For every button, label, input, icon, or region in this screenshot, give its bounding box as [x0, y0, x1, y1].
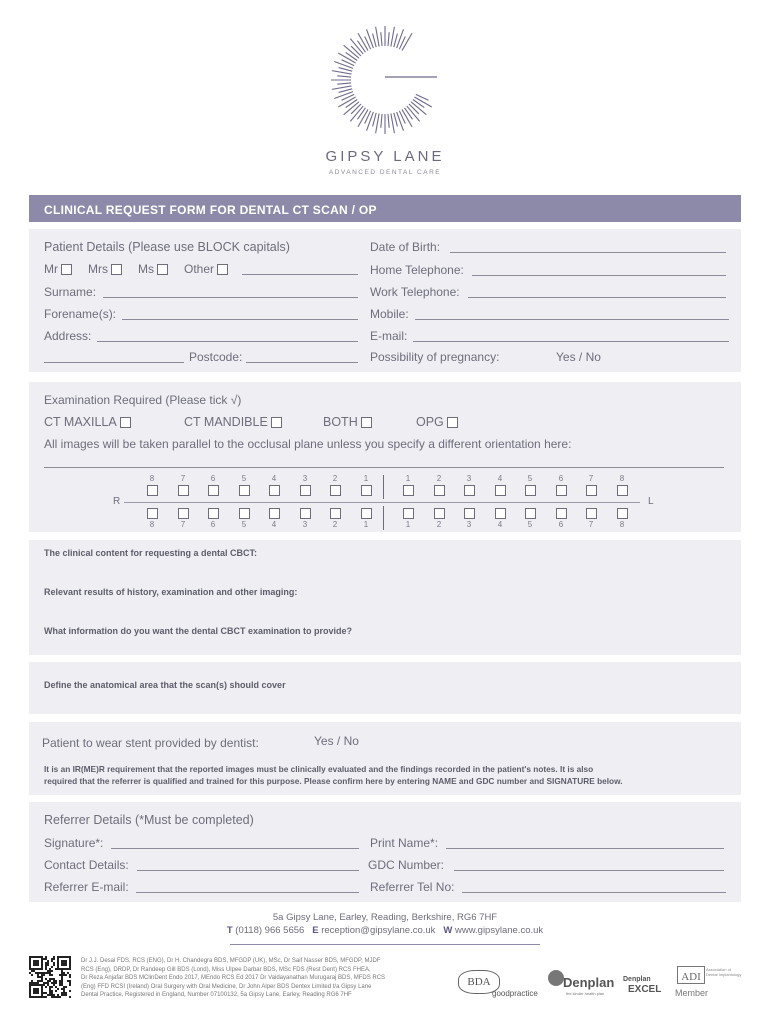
- tooth-box-upper-left-6[interactable]: [556, 485, 567, 496]
- exam-both[interactable]: [323, 415, 372, 429]
- tooth-chart-left-label: L: [648, 496, 654, 507]
- dob-field[interactable]: [450, 252, 726, 253]
- tooth-box-lower-right-6[interactable]: [208, 508, 219, 519]
- tooth-number-lower-right-1: 1: [363, 520, 369, 529]
- print-name-field[interactable]: [446, 848, 724, 849]
- signature-field[interactable]: [111, 848, 359, 849]
- email-field[interactable]: [413, 341, 729, 342]
- footer-line-4: (Eng) FFD RCSI (Ireland) Oral Surgery with Oral Medicine, Dr John Alper BDS Dentex Limited t/a Gipsy Lane: [81, 983, 372, 990]
- tooth-number-upper-left-8: 8: [619, 474, 625, 483]
- address-label: Address:: [44, 329, 92, 343]
- tooth-box-upper-right-5[interactable]: [239, 485, 250, 496]
- tooth-box-lower-right-1[interactable]: [361, 508, 372, 519]
- footer-line-3: Dr Reza Anjafar BDS MClinDent Endo 2017, MEndo RCS Ed 2017 Dr Vaidayanathan Murugaraj BDS, MFDS RCS: [81, 975, 386, 981]
- stent-label: Patient to wear stent provided by dentist:: [42, 736, 259, 750]
- tooth-number-lower-right-5: 5: [241, 520, 247, 529]
- tooth-number-lower-right-3: 3: [302, 520, 308, 529]
- contact-line: [0, 925, 770, 936]
- tooth-number-lower-right-6: 6: [210, 520, 216, 529]
- exam-ct-maxilla-label: CT MAXILLA: [44, 415, 117, 429]
- footer-divider: [230, 944, 540, 945]
- contact-details-field[interactable]: [137, 870, 359, 871]
- tooth-number-upper-left-4: 4: [497, 474, 503, 483]
- denplan-excel-logo: EXCEL: [628, 984, 662, 995]
- denplan-logo-subtext: the kinder health plan: [566, 991, 605, 996]
- contact-details-label: Contact Details:: [44, 858, 129, 872]
- tooth-number-lower-left-5: 5: [527, 520, 533, 529]
- clinical-info-label: What information do you want the dental CBCT examination to provide?: [44, 626, 353, 636]
- stent-options[interactable]: Yes / No: [314, 734, 359, 748]
- email-label: E-mail:: [370, 329, 408, 343]
- footer-credentials: [81, 957, 441, 1000]
- adi-member-label: Member: [675, 988, 709, 998]
- tooth-box-upper-left-7[interactable]: [586, 485, 597, 496]
- mobile-field[interactable]: [415, 319, 729, 320]
- referrer-tel-label: Referrer Tel No:: [370, 880, 455, 894]
- tooth-box-lower-left-3[interactable]: [464, 508, 475, 519]
- exam-both-label: BOTH: [323, 415, 358, 429]
- adi-logo: [677, 966, 705, 984]
- gdc-number-field[interactable]: [454, 870, 724, 871]
- mobile-label: Mobile:: [370, 307, 409, 321]
- good-practice-text: goodpractice: [492, 989, 538, 998]
- denplan-logo-icon: [548, 970, 564, 986]
- web-prefix: W: [443, 925, 453, 936]
- tooth-number-upper-left-2: 2: [436, 474, 442, 483]
- tooth-number-lower-left-3: 3: [466, 520, 472, 529]
- tooth-number-lower-right-4: 4: [271, 520, 277, 529]
- adi-logo-text: ADI: [681, 971, 701, 983]
- tooth-number-upper-right-7: 7: [180, 474, 186, 483]
- tooth-box-lower-left-6[interactable]: [556, 508, 567, 519]
- surname-field[interactable]: [103, 297, 358, 298]
- tooth-number-upper-right-2: 2: [332, 474, 338, 483]
- tooth-box-lower-left-7[interactable]: [586, 508, 597, 519]
- dob-label: Date of Birth:: [370, 240, 441, 254]
- tooth-box-upper-left-5[interactable]: [525, 485, 536, 496]
- adi-logo-subtext: Association of Dental Implantology: [706, 967, 742, 977]
- exam-opg-checkbox[interactable]: [447, 417, 458, 428]
- qr-code-icon: [29, 956, 71, 998]
- tooth-number-upper-left-6: 6: [558, 474, 564, 483]
- tooth-box-upper-left-3[interactable]: [464, 485, 475, 496]
- brand-tagline: ADVANCED DENTAL CARE: [328, 169, 442, 176]
- email-prefix: E: [312, 925, 319, 936]
- bda-logo-text: BDA: [467, 976, 491, 988]
- postcode-field[interactable]: [246, 362, 358, 363]
- footer-line-1: Dr J.J. Desai FDS, RCS (ENG), Dr H. Chandegra BDS, MFGDP (UK), MSc, Dr Saif Nasser BDS, MFGDP, MJDF: [81, 958, 381, 964]
- title-mr[interactable]: [44, 262, 72, 276]
- irmer-note-2: required that the referrer is qualified and trained for this purpose. Please confirm here by entering NAME and GDC number and SIGNATURE below.: [44, 776, 623, 786]
- exam-ct-mandible[interactable]: [184, 415, 282, 429]
- tooth-number-lower-left-2: 2: [436, 520, 442, 529]
- tooth-number-upper-right-5: 5: [241, 474, 247, 483]
- brand-name: GIPSY LANE: [325, 148, 445, 165]
- forenames-field[interactable]: [122, 319, 358, 320]
- exam-ct-maxilla[interactable]: [44, 415, 131, 429]
- exam-heading: Examination Required (Please tick √): [44, 393, 242, 407]
- title-mr-checkbox[interactable]: [61, 264, 72, 275]
- tooth-box-lower-left-5[interactable]: [525, 508, 536, 519]
- phone-prefix: T: [226, 925, 233, 936]
- tooth-box-upper-left-2[interactable]: [434, 485, 445, 496]
- postcode-label: Postcode:: [189, 350, 243, 364]
- tooth-number-upper-right-6: 6: [210, 474, 216, 483]
- tooth-number-lower-left-6: 6: [558, 520, 564, 529]
- tooth-number-upper-right-4: 4: [271, 474, 277, 483]
- tooth-chart-horizontal-line: [124, 502, 640, 503]
- signature-label: Signature*:: [44, 836, 104, 850]
- orientation-note: All images will be taken parallel to the occlusal plane unless you specify a different orientation here:: [44, 437, 572, 451]
- patient-heading: Patient Details (Please use BLOCK capitals): [44, 240, 290, 254]
- exam-ct-mandible-checkbox[interactable]: [271, 417, 282, 428]
- exam-opg-label: OPG: [416, 415, 444, 429]
- tooth-box-upper-right-2[interactable]: [330, 485, 341, 496]
- tooth-number-lower-right-7: 7: [180, 520, 186, 529]
- clinical-content-label: The clinical content for requesting a dental CBCT:: [44, 548, 258, 558]
- work-tel-field[interactable]: [468, 297, 726, 298]
- referrer-email-field[interactable]: [136, 892, 359, 893]
- tooth-number-upper-right-1: 1: [363, 474, 369, 483]
- surname-label: Surname:: [44, 285, 97, 299]
- title-ms[interactable]: [138, 262, 168, 276]
- exam-opg[interactable]: [416, 415, 458, 429]
- tooth-box-lower-right-2[interactable]: [330, 508, 341, 519]
- practice-address: 5a Gipsy Lane, Earley, Reading, Berkshire, RG6 7HF: [272, 912, 498, 923]
- tooth-box-lower-right-8[interactable]: [147, 508, 158, 519]
- home-tel-field[interactable]: [472, 275, 726, 276]
- exam-both-checkbox[interactable]: [361, 417, 372, 428]
- tooth-box-lower-left-2[interactable]: [434, 508, 445, 519]
- tooth-number-lower-right-8: 8: [149, 520, 155, 529]
- tooth-number-upper-left-1: 1: [405, 474, 411, 483]
- tooth-box-upper-right-8[interactable]: [147, 485, 158, 496]
- practice-phone[interactable]: (0118) 966 5656: [235, 925, 305, 936]
- tooth-box-upper-right-1[interactable]: [361, 485, 372, 496]
- title-mr-label: Mr: [44, 262, 58, 276]
- title-ms-checkbox[interactable]: [157, 264, 168, 275]
- title-mrs[interactable]: [88, 262, 122, 276]
- orientation-field[interactable]: [44, 467, 724, 468]
- tooth-box-lower-right-3[interactable]: [300, 508, 311, 519]
- print-name-label: Print Name*:: [370, 836, 439, 850]
- referrer-heading: Referrer Details (*Must be completed): [44, 813, 254, 827]
- tooth-number-lower-right-2: 2: [332, 520, 338, 529]
- pregnancy-label: Possibility of pregnancy:: [370, 350, 500, 364]
- pregnancy-options[interactable]: Yes / No: [556, 350, 601, 364]
- form-title: CLINICAL REQUEST FORM FOR DENTAL CT SCAN / OP: [44, 203, 377, 217]
- tooth-box-lower-right-5[interactable]: [239, 508, 250, 519]
- tooth-chart-divider-lower: [383, 506, 384, 530]
- work-tel-label: Work Telephone:: [370, 285, 460, 299]
- title-other[interactable]: [184, 262, 228, 276]
- tooth-box-lower-left-1[interactable]: [403, 508, 414, 519]
- address-field-2[interactable]: [44, 362, 184, 363]
- tooth-number-lower-left-8: 8: [619, 520, 625, 529]
- tooth-chart-divider: [383, 475, 384, 499]
- title-mrs-checkbox[interactable]: [111, 264, 122, 275]
- tooth-number-upper-right-8: 8: [149, 474, 155, 483]
- practice-email[interactable]: reception@gipsylane.co.uk: [321, 925, 436, 936]
- exam-ct-mandible-label: CT MANDIBLE: [184, 415, 268, 429]
- title-other-checkbox[interactable]: [217, 264, 228, 275]
- tooth-box-lower-left-8[interactable]: [617, 508, 628, 519]
- tooth-box-lower-left-4[interactable]: [495, 508, 506, 519]
- denplan-excel-top: Denplan: [623, 976, 651, 983]
- tooth-box-upper-right-6[interactable]: [208, 485, 219, 496]
- title-other-field[interactable]: [242, 274, 358, 275]
- tooth-box-upper-left-1[interactable]: [403, 485, 414, 496]
- footer-line-5: Dental Practice, Registered in England, Number 07100132, 5a Gipsy Lane, Earley, Reading RG6 7HF: [81, 992, 352, 998]
- tooth-box-upper-right-3[interactable]: [300, 485, 311, 496]
- forenames-label: Forename(s):: [44, 307, 117, 321]
- tooth-number-upper-right-3: 3: [302, 474, 308, 483]
- referrer-email-label: Referrer E-mail:: [44, 880, 129, 894]
- gdc-number-label: GDC Number:: [368, 858, 445, 872]
- tooth-number-lower-left-7: 7: [588, 520, 594, 529]
- tooth-box-upper-right-7[interactable]: [178, 485, 189, 496]
- tooth-box-upper-right-4[interactable]: [269, 485, 280, 496]
- tooth-chart-right-label: R: [113, 496, 121, 507]
- gipsy-lane-logo-icon: [325, 25, 445, 140]
- tooth-number-lower-left-1: 1: [405, 520, 411, 529]
- title-other-label: Other: [184, 262, 215, 276]
- title-ms-label: Ms: [138, 262, 154, 276]
- tooth-box-lower-right-7[interactable]: [178, 508, 189, 519]
- tooth-number-upper-left-3: 3: [466, 474, 472, 483]
- anatomical-label: Define the anatomical area that the scan(s) should cover: [44, 680, 286, 690]
- home-tel-label: Home Telephone:: [370, 263, 464, 277]
- tooth-number-upper-left-5: 5: [527, 474, 533, 483]
- address-field[interactable]: [97, 341, 358, 342]
- practice-website[interactable]: www.gipsylane.co.uk: [454, 925, 544, 936]
- exam-ct-maxilla-checkbox[interactable]: [120, 417, 131, 428]
- tooth-number-lower-left-4: 4: [497, 520, 503, 529]
- irmer-note-1: It is an IR(ME)R requirement that the reported images must be clinically evaluated and the findings recorded in the patient's notes. It is also: [44, 764, 594, 774]
- tooth-box-lower-right-4[interactable]: [269, 508, 280, 519]
- footer-line-2: RCS (Eng), DRDP, Dr Randeep Gill BDS (Lond), Miss Ulpee Darbar BDS, MSc FDS (Rest Dent) RCS FHEA,: [81, 966, 371, 973]
- tooth-box-upper-left-8[interactable]: [617, 485, 628, 496]
- tooth-number-upper-left-7: 7: [588, 474, 594, 483]
- referrer-tel-field[interactable]: [462, 892, 726, 893]
- tooth-box-upper-left-4[interactable]: [495, 485, 506, 496]
- denplan-logo-text: Denplan: [563, 975, 615, 990]
- clinical-history-label: Relevant results of history, examination and other imaging:: [44, 587, 298, 597]
- title-mrs-label: Mrs: [88, 262, 108, 276]
